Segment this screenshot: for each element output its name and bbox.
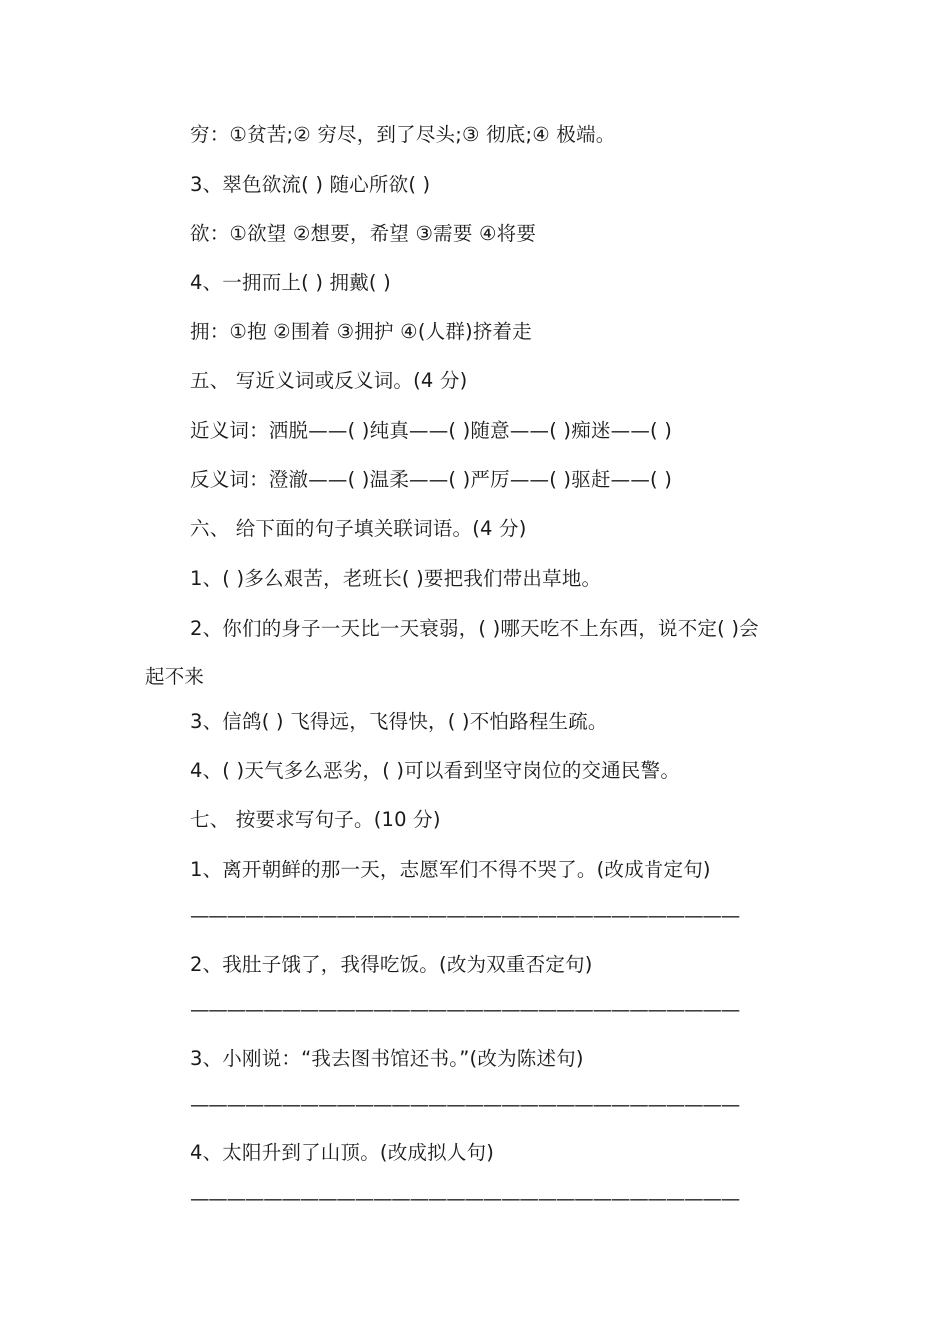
answer-line-1: —————————————————————————————— [190, 904, 740, 927]
section-6-heading: 六、 给下面的句子填关联词语。(4 分) [190, 517, 527, 540]
answer-line-3: —————————————————————————————— [190, 1093, 740, 1116]
question-3: 3、翠色欲流( ) 随心所欲( ) [190, 173, 431, 196]
synonyms-line: 近义词：洒脱——( )纯真——( )随意——( )痴迷——( ) [190, 419, 673, 442]
definition-yong: 拥：①抱 ②围着 ③拥护 ④(人群)挤着走 [190, 320, 532, 343]
sentence-question-2: 2、我肚子饿了，我得吃饭。(改为双重否定句) [190, 953, 593, 976]
antonyms-line: 反义词：澄澈——( )温柔——( )严厉——( )驱赶——( ) [190, 468, 673, 491]
section-5-heading: 五、 写近义词或反义词。(4 分) [190, 369, 468, 392]
sentence-question-4: 4、太阳升到了山顶。(改成拟人句) [190, 1141, 495, 1164]
conjunction-question-3: 3、信鸽( ) 飞得远，飞得快，( )不怕路程生疏。 [190, 710, 608, 733]
definition-qiong: 穷：①贫苦;② 穷尽，到了尽头;③ 彻底;④ 极端。 [190, 123, 616, 146]
section-7-heading: 七、 按要求写句子。(10 分) [190, 808, 441, 831]
conjunction-question-2-continued: 起不来 [145, 665, 205, 688]
conjunction-question-1: 1、( )多么艰苦，老班长( )要把我们带出草地。 [190, 567, 602, 590]
sentence-question-1: 1、离开朝鲜的那一天，志愿军们不得不哭了。(改成肯定句) [190, 858, 711, 881]
conjunction-question-2: 2、你们的身子一天比一天衰弱，( )哪天吃不上东西，说不定( )会 [190, 617, 759, 640]
definition-yu: 欲：①欲望 ②想要，希望 ③需要 ④将要 [190, 222, 537, 245]
answer-line-4: —————————————————————————————— [190, 1187, 740, 1210]
question-4: 4、一拥而上( ) 拥戴( ) [190, 271, 391, 294]
conjunction-question-4: 4、( )天气多么恶劣，( )可以看到坚守岗位的交通民警。 [190, 759, 681, 782]
answer-line-2: —————————————————————————————— [190, 998, 740, 1021]
sentence-question-3: 3、小刚说：“我去图书馆还书。”(改为陈述句) [190, 1047, 584, 1070]
